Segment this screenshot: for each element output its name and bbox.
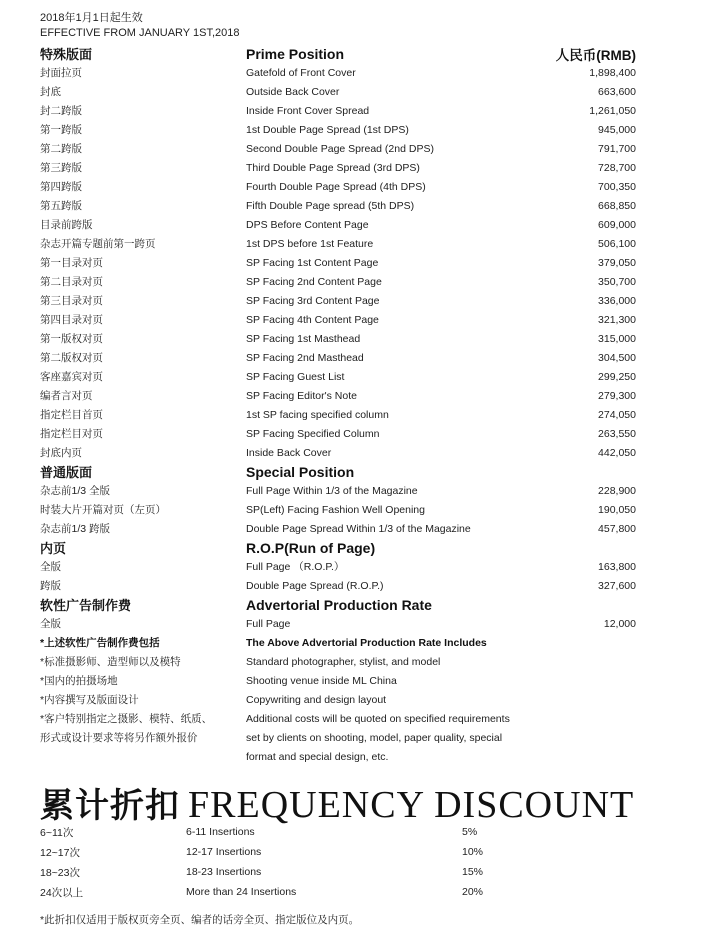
rate-row bbox=[40, 405, 636, 424]
rate-row bbox=[40, 348, 636, 367]
label-en: DPS Before Content Page bbox=[246, 218, 369, 231]
label-cn: 跨版 bbox=[40, 580, 61, 592]
label-cn: 形式或设计要求等将另作额外报价 bbox=[40, 732, 198, 744]
label-cn: 软性广告制作费 bbox=[40, 598, 132, 613]
label-en: R.O.P(Run of Page) bbox=[246, 539, 376, 556]
label-en: Gatefold of Front Cover bbox=[246, 66, 356, 79]
rate-table bbox=[40, 44, 636, 766]
label-cn: 内页 bbox=[40, 541, 67, 556]
rate-row bbox=[40, 652, 636, 671]
rate-row bbox=[40, 671, 636, 690]
label-en: Advertorial Production Rate bbox=[246, 596, 432, 613]
label-en: Inside Back Cover bbox=[246, 446, 332, 459]
price: 1,898,400 bbox=[589, 66, 636, 79]
discount-percent: 15% bbox=[462, 866, 484, 878]
price: 190,050 bbox=[598, 503, 636, 516]
label-en: Double Page Spread (R.O.P.) bbox=[246, 579, 384, 592]
price: 609,000 bbox=[598, 218, 636, 231]
label-en: Full Page （R.O.P.） bbox=[246, 561, 345, 573]
label-cn: 第一跨版 bbox=[40, 124, 82, 136]
label-cn: 杂志开篇专题前第一跨页 bbox=[40, 238, 156, 250]
label-cn: 第一版权对页 bbox=[40, 333, 103, 345]
label-cn: 特殊版面 bbox=[40, 47, 93, 62]
label-en: format and special design, etc. bbox=[246, 750, 389, 763]
label-cn: *内容撰写及版面设计 bbox=[40, 694, 139, 706]
insertions-cn: 12~17次 bbox=[40, 846, 80, 859]
rate-row bbox=[40, 443, 636, 462]
section-header-row bbox=[40, 44, 636, 63]
label-cn: 时装大片开篇对页（左页） bbox=[40, 504, 166, 516]
rate-row bbox=[40, 614, 636, 633]
rate-row bbox=[40, 728, 636, 747]
discount-percent: 10% bbox=[462, 846, 484, 858]
label-en: SP Facing 2nd Content Page bbox=[246, 275, 382, 288]
label-cn: 编者言对页 bbox=[40, 390, 93, 402]
insertions-cn: 6~11次 bbox=[40, 826, 74, 839]
insertions-en: More than 24 Insertions bbox=[186, 886, 297, 898]
rate-row bbox=[40, 101, 636, 120]
label-en: SP Facing 4th Content Page bbox=[246, 313, 379, 326]
rate-row bbox=[40, 272, 636, 291]
label-cn: *客户特别指定之摄影、模特、纸质、 bbox=[40, 713, 213, 725]
insertions-en: 12-17 Insertions bbox=[186, 846, 262, 858]
note-title-row bbox=[40, 633, 636, 652]
label-en: 1st DPS before 1st Feature bbox=[246, 237, 374, 250]
label-en: SP Facing 2nd Masthead bbox=[246, 351, 364, 364]
insertions-en: 18-23 Insertions bbox=[186, 866, 262, 878]
label-en: Fifth Double Page spread (5th DPS) bbox=[246, 199, 415, 212]
rate-row bbox=[40, 120, 636, 139]
label-cn: 第二版权对页 bbox=[40, 352, 103, 364]
rate-row bbox=[40, 196, 636, 215]
section-header-row bbox=[40, 538, 636, 557]
price: 945,000 bbox=[598, 123, 636, 136]
label-en: SP(Left) Facing Fashion Well Opening bbox=[246, 503, 425, 516]
price: 791,700 bbox=[598, 142, 636, 155]
label-cn: 第二目录对页 bbox=[40, 276, 103, 288]
price: 263,550 bbox=[598, 427, 636, 440]
label-en: Additional costs will be quoted on specified requirements bbox=[246, 712, 510, 725]
label-cn: 第三目录对页 bbox=[40, 295, 103, 307]
price: 274,050 bbox=[598, 408, 636, 421]
label-cn: *国内的拍摄场地 bbox=[40, 675, 118, 687]
rate-row bbox=[40, 557, 636, 576]
label-cn: 杂志前1/3 全版 bbox=[40, 485, 111, 497]
frequency-row bbox=[40, 882, 600, 902]
label-en: Prime Position bbox=[246, 45, 345, 62]
label-cn: 封二跨版 bbox=[40, 105, 82, 117]
label-cn: 第四目录对页 bbox=[40, 314, 103, 326]
discount-footnote: *此折扣仅适用于版权页旁全页、编者的话旁全页、指定版位及内页。 bbox=[40, 914, 360, 926]
rate-row bbox=[40, 234, 636, 253]
label-en: Fourth Double Page Spread (4th DPS) bbox=[246, 180, 426, 193]
rate-row bbox=[40, 690, 636, 709]
rate-row bbox=[40, 500, 636, 519]
price: 1,261,050 bbox=[589, 104, 636, 117]
label-en: SP Facing 1st Content Page bbox=[246, 256, 379, 269]
frequency-row bbox=[40, 862, 600, 882]
frequency-discount-title bbox=[40, 778, 634, 827]
discount-percent: 5% bbox=[462, 826, 478, 838]
price: 457,800 bbox=[598, 522, 636, 535]
price: 728,700 bbox=[598, 161, 636, 174]
price: 人民币(RMB) bbox=[555, 47, 636, 63]
label-cn: *标准摄影师、造型师以及模特 bbox=[40, 656, 181, 668]
rate-row bbox=[40, 386, 636, 405]
label-en: Standard photographer, stylist, and model bbox=[246, 655, 441, 668]
rate-row bbox=[40, 481, 636, 500]
rate-row bbox=[40, 329, 636, 348]
frequency-table bbox=[40, 822, 600, 902]
rate-row bbox=[40, 82, 636, 101]
price: 327,600 bbox=[598, 579, 636, 592]
label-en: Double Page Spread Within 1/3 of the Magazine bbox=[246, 522, 471, 535]
label-en: SP Facing Guest List bbox=[246, 370, 345, 383]
label-cn: 第五跨版 bbox=[40, 200, 82, 212]
insertions-cn: 18~23次 bbox=[40, 866, 80, 879]
price: 379,050 bbox=[598, 256, 636, 269]
label-cn: *上述软性广告制作费包括 bbox=[40, 637, 160, 649]
label-cn: 杂志前1/3 跨版 bbox=[40, 523, 111, 535]
rate-row bbox=[40, 215, 636, 234]
rate-row bbox=[40, 158, 636, 177]
label-en: SP Facing Editor's Note bbox=[246, 389, 357, 402]
price: 279,300 bbox=[598, 389, 636, 402]
price: 668,850 bbox=[598, 199, 636, 212]
label-cn: 指定栏目首页 bbox=[40, 409, 103, 421]
label-cn: 第二跨版 bbox=[40, 143, 82, 155]
label-en: The Above Advertorial Production Rate Includes bbox=[246, 636, 487, 649]
label-cn: 封底 bbox=[40, 86, 61, 98]
rate-row bbox=[40, 519, 636, 538]
rate-row bbox=[40, 177, 636, 196]
label-en: set by clients on shooting, model, paper quality, special bbox=[246, 731, 503, 744]
price: 442,050 bbox=[598, 446, 636, 459]
rate-row bbox=[40, 576, 636, 595]
insertions-en: 6-11 Insertions bbox=[186, 826, 255, 838]
discount-percent: 20% bbox=[462, 886, 484, 898]
label-cn: 第四跨版 bbox=[40, 181, 82, 193]
label-cn: 指定栏目对页 bbox=[40, 428, 103, 440]
rate-row bbox=[40, 747, 636, 766]
label-cn: 第一目录对页 bbox=[40, 257, 103, 269]
rate-row bbox=[40, 709, 636, 728]
price: 321,300 bbox=[598, 313, 636, 326]
label-cn: 第三跨版 bbox=[40, 162, 82, 174]
label-en: Third Double Page Spread (3rd DPS) bbox=[246, 161, 420, 174]
frequency-title-cn: 累计折扣 bbox=[40, 786, 180, 826]
price: 350,700 bbox=[598, 275, 636, 288]
label-en: Outside Back Cover bbox=[246, 85, 340, 98]
price: 299,250 bbox=[598, 370, 636, 383]
label-cn: 封底内页 bbox=[40, 447, 82, 459]
label-en: Second Double Page Spread (2nd DPS) bbox=[246, 142, 434, 155]
label-cn: 全版 bbox=[40, 561, 61, 573]
rate-row bbox=[40, 310, 636, 329]
label-cn: 客座嘉宾对页 bbox=[40, 371, 103, 383]
price: 336,000 bbox=[598, 294, 636, 307]
rate-row bbox=[40, 291, 636, 310]
section-header-row bbox=[40, 595, 636, 614]
price: 315,000 bbox=[598, 332, 636, 345]
section-header-row bbox=[40, 462, 636, 481]
price: 506,100 bbox=[598, 237, 636, 250]
price: 163,800 bbox=[598, 560, 636, 573]
effective-date-cn: 2018年1月1日起生效 bbox=[40, 12, 143, 24]
price: 663,600 bbox=[598, 85, 636, 98]
price: 12,000 bbox=[603, 617, 636, 630]
price: 304,500 bbox=[598, 351, 636, 364]
rate-row bbox=[40, 367, 636, 386]
label-en: SP Facing 3rd Content Page bbox=[246, 294, 380, 307]
price: 228,900 bbox=[598, 484, 636, 497]
label-cn: 全版 bbox=[40, 618, 61, 630]
effective-date-en: EFFECTIVE FROM JANUARY 1ST,2018 bbox=[40, 27, 240, 39]
frequency-row bbox=[40, 842, 600, 862]
rate-row bbox=[40, 63, 636, 82]
price: 700,350 bbox=[598, 180, 636, 193]
label-en: SP Facing 1st Masthead bbox=[246, 332, 361, 345]
label-en: Copywriting and design layout bbox=[246, 693, 387, 706]
rate-row bbox=[40, 253, 636, 272]
label-en: SP Facing Specified Column bbox=[246, 427, 380, 440]
label-en: Full Page Within 1/3 of the Magazine bbox=[246, 484, 418, 497]
label-cn: 普通版面 bbox=[40, 465, 93, 480]
label-en: Shooting venue inside ML China bbox=[246, 674, 397, 687]
frequency-title-en: FREQUENCY DISCOUNT bbox=[188, 784, 635, 826]
insertions-cn: 24次以上 bbox=[40, 886, 84, 899]
label-en: Inside Front Cover Spread bbox=[246, 104, 370, 117]
label-en: 1st SP facing specified column bbox=[246, 408, 389, 421]
label-cn: 封面拉页 bbox=[40, 67, 82, 79]
label-en: Special Position bbox=[246, 463, 355, 480]
label-en: 1st Double Page Spread (1st DPS) bbox=[246, 123, 409, 136]
label-cn: 目录前跨版 bbox=[40, 219, 93, 231]
rate-row bbox=[40, 424, 636, 443]
label-en: Full Page bbox=[246, 617, 291, 630]
frequency-row bbox=[40, 822, 600, 842]
rate-row bbox=[40, 139, 636, 158]
